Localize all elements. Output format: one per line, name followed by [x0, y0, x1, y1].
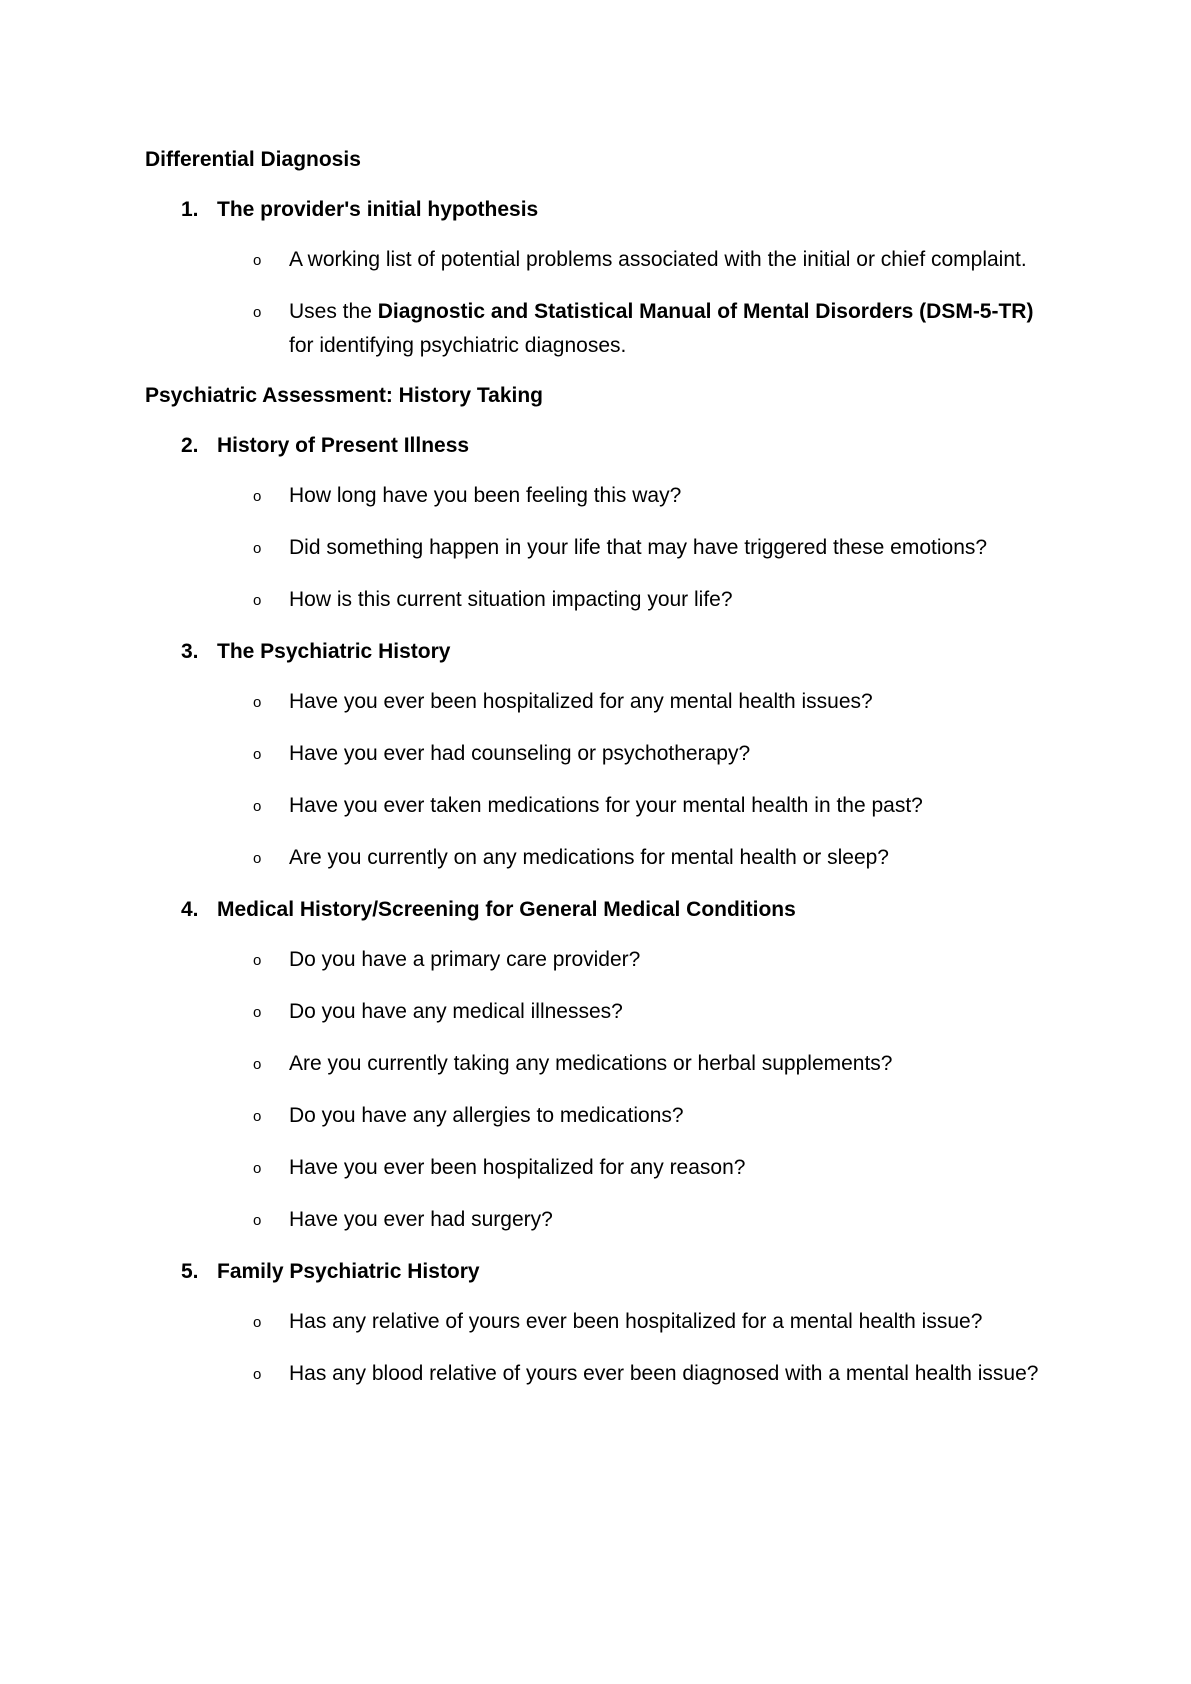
- bullet-text: Are you currently taking any medications or herbal supplements?: [289, 1052, 893, 1075]
- numbered-item: [145, 429, 1065, 463]
- bullet-text: How is this current situation impacting your life?: [289, 588, 733, 611]
- item-number: 4.: [181, 898, 199, 921]
- bullet-text: Do you have any allergies to medications?: [289, 1104, 684, 1127]
- bullet-icon: o: [253, 952, 262, 969]
- item-title: Medical History/Screening for General Medical Conditions: [217, 898, 796, 921]
- bullet-text: How long have you been feeling this way?: [289, 484, 682, 507]
- list-item: [145, 531, 1065, 567]
- bullet-text: Have you ever taken medications for your mental health in the past?: [289, 794, 923, 817]
- bullet-text-bold: Diagnostic and Statistical Manual of Mental Disorders (DSM-5-TR): [377, 300, 1034, 323]
- numbered-item: [145, 1255, 1065, 1289]
- list-item: [145, 841, 1065, 877]
- section-heading: Psychiatric Assessment: History Taking: [145, 384, 543, 407]
- item-title: The provider's initial hypothesis: [217, 198, 539, 221]
- item-number: 5.: [181, 1260, 199, 1283]
- bullet-text: Did something happen in your life that may have triggered these emotions?: [289, 536, 988, 559]
- numbered-item: [145, 635, 1065, 669]
- section-heading: Differential Diagnosis: [145, 148, 361, 171]
- list-item: [145, 1099, 1065, 1135]
- list-item: [145, 1305, 1065, 1341]
- item-title: History of Present Illness: [217, 434, 470, 457]
- list-item: [145, 1357, 1065, 1393]
- document-content: [145, 143, 1065, 1409]
- bullet-text-before: Uses the: [289, 300, 378, 323]
- list-item: [145, 685, 1065, 721]
- bullet-text: Have you ever had counseling or psychotherapy?: [289, 742, 751, 765]
- bullet-icon: o: [253, 746, 262, 763]
- bullet-icon: o: [253, 850, 262, 867]
- item-number: 1.: [181, 198, 199, 221]
- bullet-icon: o: [253, 798, 262, 815]
- list-item: [145, 789, 1065, 825]
- item-title: Family Psychiatric History: [217, 1260, 480, 1283]
- bullet-text: Has any blood relative of yours ever been diagnosed with a mental health issue?: [289, 1362, 1039, 1385]
- item-title: The Psychiatric History: [217, 640, 451, 663]
- list-item: [145, 479, 1065, 515]
- bullet-icon: o: [253, 694, 262, 711]
- bullet-text: [289, 295, 1059, 363]
- bullet-icon: o: [253, 1108, 262, 1125]
- list-item: [145, 1047, 1065, 1083]
- bullet-icon: o: [253, 1366, 262, 1383]
- list-item: [145, 583, 1065, 619]
- bullet-text: A working list of potential problems associated with the initial or chief complaint.: [289, 248, 1027, 271]
- bullet-icon: o: [253, 1314, 262, 1331]
- bullet-icon: o: [253, 304, 262, 321]
- bullet-text: Has any relative of yours ever been hospitalized for a mental health issue?: [289, 1310, 983, 1333]
- list-item: [145, 295, 1065, 363]
- numbered-item: [145, 893, 1065, 927]
- list-item: [145, 737, 1065, 773]
- list-item: [145, 1151, 1065, 1187]
- list-item: [145, 995, 1065, 1031]
- bullet-text-after: for identifying psychiatric diagnoses.: [289, 334, 627, 357]
- item-number: 2.: [181, 434, 199, 457]
- bullet-icon: o: [253, 252, 262, 269]
- bullet-text: Have you ever been hospitalized for any mental health issues?: [289, 690, 873, 713]
- list-item: [145, 1203, 1065, 1239]
- list-item: [145, 243, 1065, 279]
- bullet-icon: o: [253, 1160, 262, 1177]
- numbered-item: [145, 193, 1065, 227]
- bullet-icon: o: [253, 488, 262, 505]
- bullet-text: Do you have any medical illnesses?: [289, 1000, 623, 1023]
- bullet-text: Do you have a primary care provider?: [289, 948, 641, 971]
- bullet-icon: o: [253, 592, 262, 609]
- bullet-icon: o: [253, 1004, 262, 1021]
- item-number: 3.: [181, 640, 199, 663]
- list-item: [145, 943, 1065, 979]
- bullet-icon: o: [253, 1212, 262, 1229]
- bullet-icon: o: [253, 1056, 262, 1073]
- bullet-text: Have you ever been hospitalized for any reason?: [289, 1156, 746, 1179]
- bullet-text: Have you ever had surgery?: [289, 1208, 553, 1231]
- bullet-icon: o: [253, 540, 262, 557]
- bullet-text: Are you currently on any medications for mental health or sleep?: [289, 846, 889, 869]
